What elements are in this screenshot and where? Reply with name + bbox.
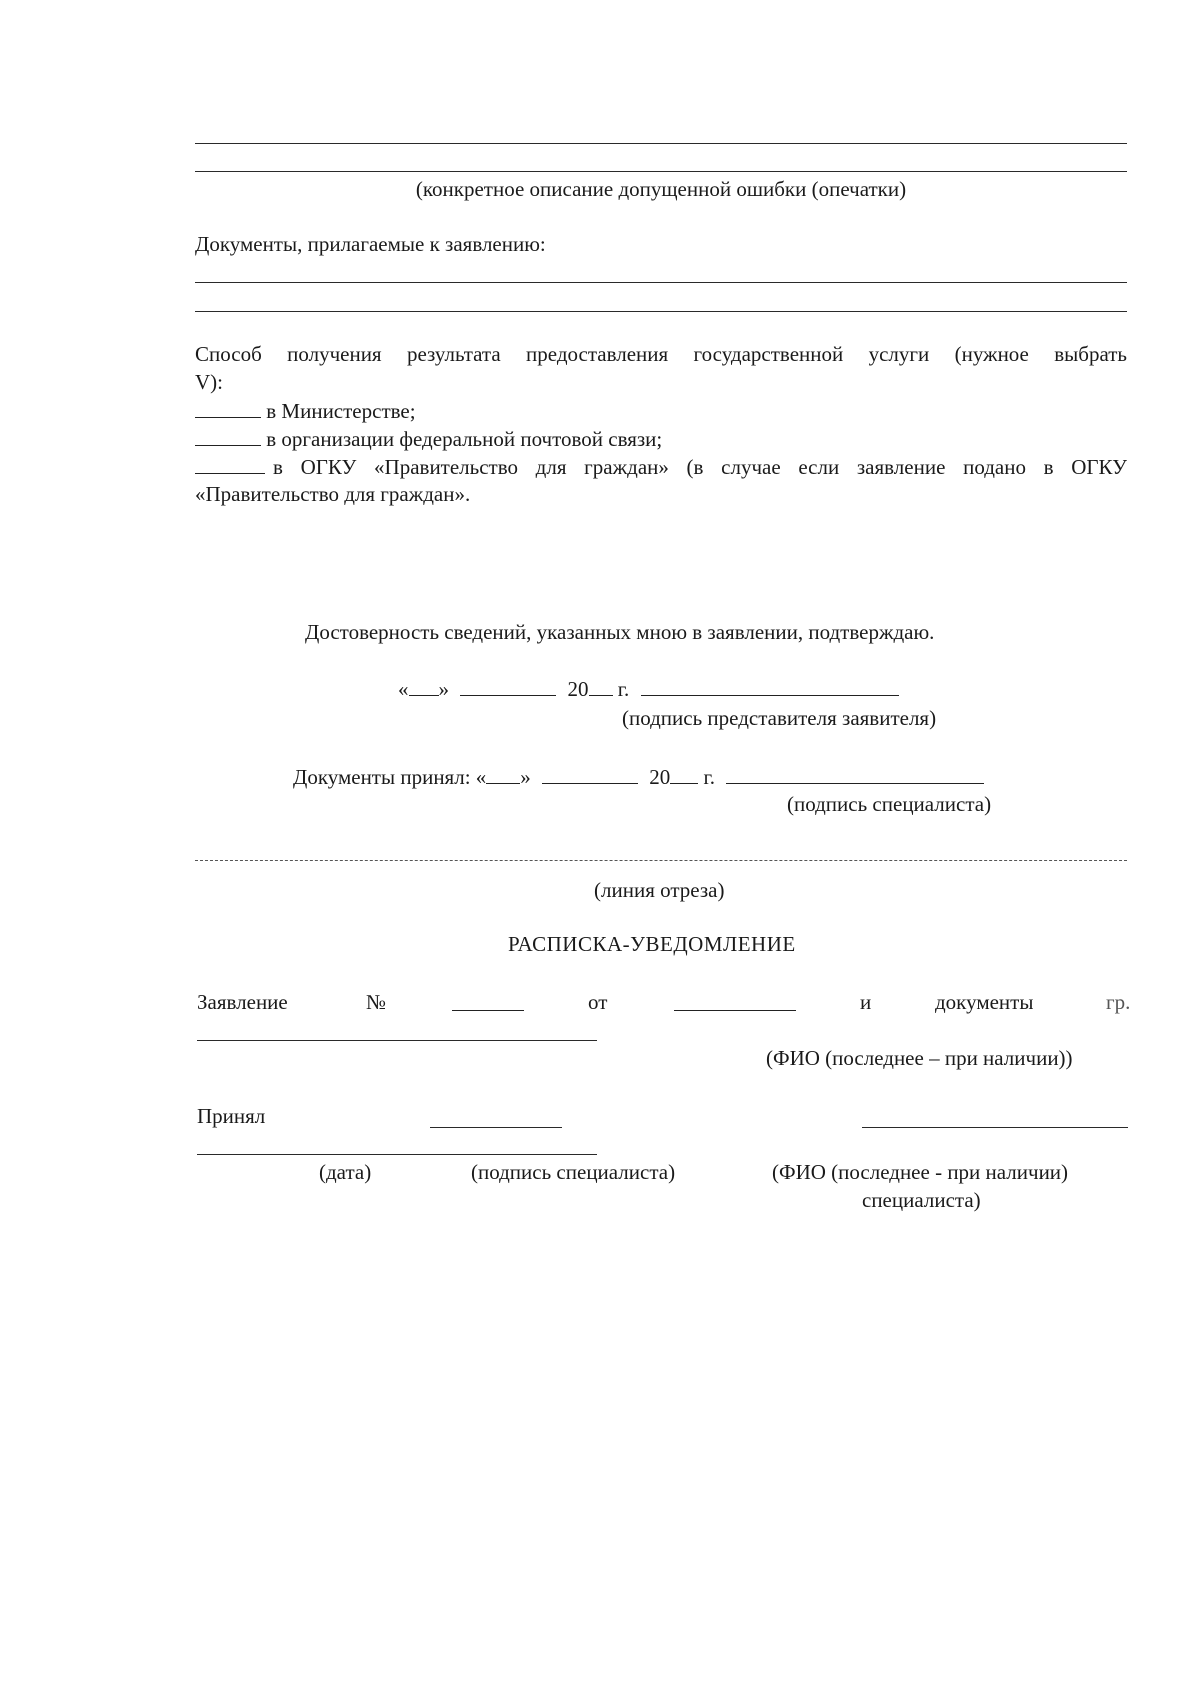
cut-line xyxy=(195,860,1127,861)
result-method-line1: Способ получения результата предоставления государственной услуги (нужное выбрать xyxy=(195,342,1127,366)
received-date-field[interactable] xyxy=(430,1127,562,1128)
representative-signature-field[interactable] xyxy=(641,676,899,696)
accepted-day-field[interactable] xyxy=(486,764,520,784)
accepted-year-prefix: 20 xyxy=(649,764,671,789)
year-field[interactable] xyxy=(589,676,613,696)
representative-signature-caption: (подпись представителя заявителя) xyxy=(622,706,937,730)
cut-line-caption: (линия отреза) xyxy=(594,878,725,902)
option-ministry[interactable] xyxy=(195,398,416,424)
option-post-label: в организации федеральной почтовой связи; xyxy=(266,426,663,451)
option-ogku-mark[interactable] xyxy=(195,454,265,474)
received-fio-field[interactable] xyxy=(862,1127,1128,1128)
receipt-from-label: от xyxy=(588,990,608,1014)
accepted-year-field[interactable] xyxy=(670,764,698,784)
description-line-2[interactable] xyxy=(195,171,1127,172)
option-ministry-mark[interactable] xyxy=(195,398,261,418)
accepted-close-quote: » xyxy=(520,764,531,789)
specialist-signature-caption: (подпись специалиста) xyxy=(787,792,992,816)
receipt-name-field[interactable] xyxy=(197,1040,597,1041)
confirmation-text: Достоверность сведений, указанных мною в заявлении, подтверждаю. xyxy=(305,620,935,644)
fio-specialist-caption-line2: специалиста) xyxy=(862,1188,981,1212)
receipt-date-field[interactable] xyxy=(674,1010,796,1011)
fio-specialist-caption-line1: (ФИО (последнее - при наличии) xyxy=(772,1160,1069,1184)
close-quote: » xyxy=(438,676,449,701)
receipt-citizen-label: гр. xyxy=(1106,990,1131,1014)
receipt-title: РАСПИСКА-УВЕДОМЛЕНИЕ xyxy=(508,932,796,956)
description-line-1[interactable] xyxy=(195,143,1127,144)
attached-documents-line-2[interactable] xyxy=(195,311,1127,312)
receipt-application-label: Заявление xyxy=(197,990,288,1014)
day-field[interactable] xyxy=(409,676,439,696)
date-caption: (дата) xyxy=(319,1160,372,1184)
option-post-mark[interactable] xyxy=(195,426,261,446)
year-suffix: г. xyxy=(617,676,630,701)
error-description-caption: (конкретное описание допущенной ошибки (опечатки) xyxy=(415,177,907,201)
receipt-number-field[interactable] xyxy=(452,1010,524,1011)
specialist-signature-field[interactable] xyxy=(726,764,984,784)
receipt-number-sign: № xyxy=(366,990,387,1014)
option-ogku-line2: «Правительство для граждан». xyxy=(195,482,471,506)
receipt-documents-label: документы xyxy=(935,990,1034,1014)
year-prefix: 20 xyxy=(567,676,589,701)
attached-documents-line-1[interactable] xyxy=(195,282,1127,283)
representative-date-row xyxy=(398,676,899,702)
accepted-label: Документы принял: « xyxy=(293,764,487,789)
option-ogku[interactable] xyxy=(195,454,1127,480)
accepted-month-field[interactable] xyxy=(542,764,638,784)
fio-caption: (ФИО (последнее – при наличии)) xyxy=(766,1046,1073,1070)
received-label: Принял xyxy=(197,1104,266,1128)
receipt-and-label: и xyxy=(860,990,872,1014)
option-ministry-label: в Министерстве; xyxy=(266,398,416,423)
result-method-line2: V): xyxy=(195,370,223,394)
signature-caption: (подпись специалиста) xyxy=(471,1160,676,1184)
received-signature-field[interactable] xyxy=(197,1154,597,1155)
option-ogku-label: в ОГКУ «Правительство для граждан» (в случае если заявление подано в ОГКУ xyxy=(273,454,1127,479)
month-field[interactable] xyxy=(460,676,556,696)
open-quote: « xyxy=(398,676,409,701)
option-post[interactable] xyxy=(195,426,662,452)
accepted-row xyxy=(293,764,984,790)
accepted-year-suffix: г. xyxy=(703,764,716,789)
attached-documents-label: Документы, прилагаемые к заявлению: xyxy=(195,232,546,256)
